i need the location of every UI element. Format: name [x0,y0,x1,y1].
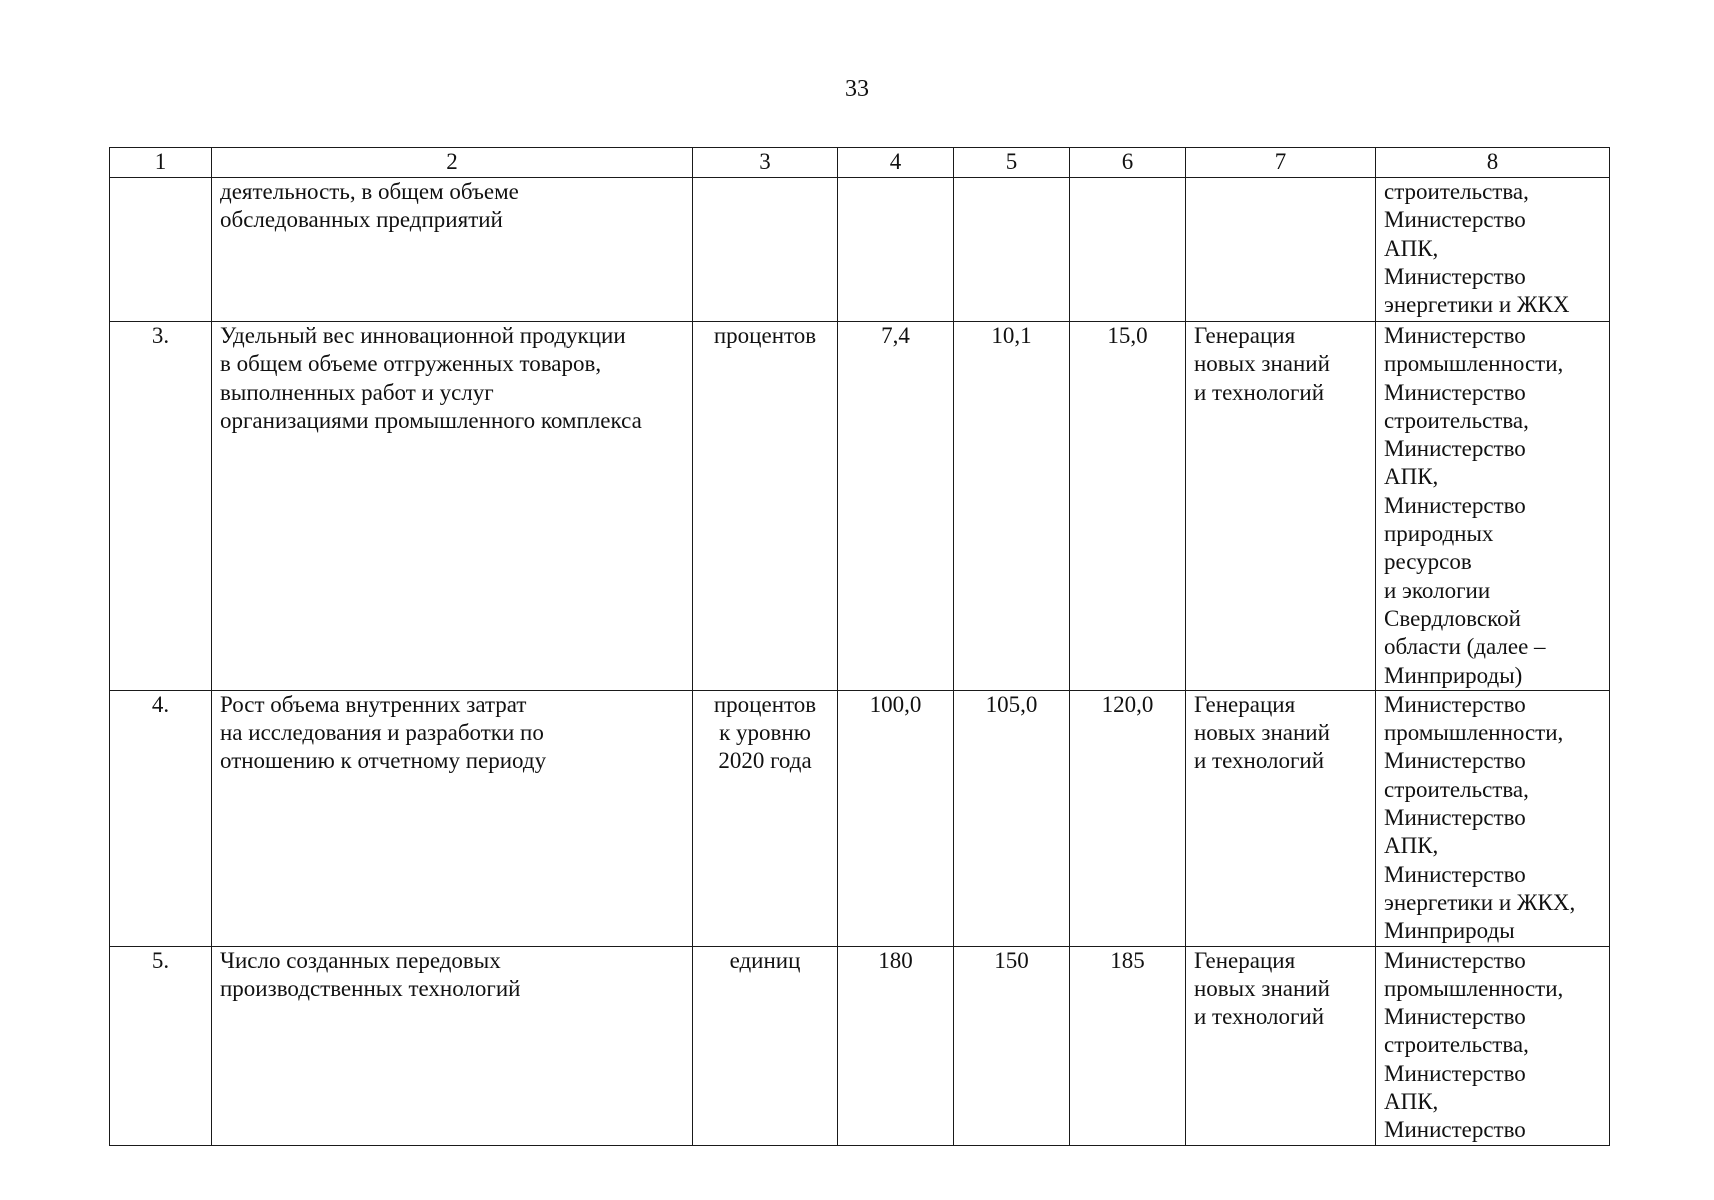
indicator-line: Число созданных передовых [220,947,501,973]
row-number [110,178,212,322]
responsible-line: АПК, [1384,464,1439,490]
indicator-name [212,946,693,1145]
unit [693,690,838,946]
task-line: новых знаний [1194,720,1330,746]
task [1186,946,1376,1145]
responsible-line: Министерство [1384,1117,1526,1143]
responsible-line: промышленности, [1384,975,1564,1001]
page-number: 33 [845,76,869,102]
indicator-line: производственных технологий [220,975,521,1001]
indicators-table [109,147,1610,1146]
column-number-row [110,148,1610,178]
unit-line: процентов [713,323,817,348]
task-line: Генерация [1194,947,1296,973]
task-line: и технологий [1194,379,1325,405]
indicator-line: выполненных работ и услуг [220,379,494,405]
responsible-line: природных [1384,521,1494,547]
responsible-line: АПК, [1384,833,1439,859]
column-number-5: 5 [954,148,1070,178]
responsible-line: Министерство [1384,436,1526,462]
responsible-line: АПК, [1384,1089,1439,1115]
responsible-line: строительства, [1384,179,1529,204]
indicator-line: деятельность, в общем объеме [220,179,519,204]
indicator-line: обследованных предприятий [220,207,503,233]
responsible-line: АПК, [1384,235,1439,261]
responsible-line: Минприроды [1384,918,1515,944]
value-col-6: 185 [1070,946,1186,1145]
responsible-line: строительства, [1384,407,1529,433]
value-col-6: 15,0 [1070,322,1186,691]
responsible-line: и экологии [1384,577,1491,603]
indicator-line: отношению к отчетному периоду [220,748,547,774]
indicator-line: организациями промышленного комплекса [220,407,642,433]
responsible-line: промышленности, [1384,351,1564,377]
table-row-3 [110,322,1610,691]
task [1186,690,1376,946]
value-col-6: 120,0 [1070,690,1186,946]
responsible-line: Минприроды) [1384,662,1523,688]
indicator-line: на исследования и разработки по [220,720,544,746]
column-number-7: 7 [1186,148,1376,178]
responsible-line: Министерство [1384,323,1526,348]
indicator-line: Удельный вес инновационной продукции [220,323,626,348]
column-number-2: 2 [212,148,693,178]
indicator-name [212,322,693,691]
table-row-continuation [110,178,1610,322]
responsible-line: области (далее – [1384,634,1546,660]
unit [693,946,838,1145]
row-number: 5. [110,946,212,1145]
unit-line: к уровню [719,720,811,746]
task-line: новых знаний [1194,351,1330,377]
value-col-5 [954,178,1070,322]
responsible [1376,322,1610,691]
responsible-line: Министерство [1384,207,1526,233]
responsible [1376,690,1610,946]
table-row-4 [110,690,1610,946]
task-line: новых знаний [1194,975,1330,1001]
value-col-4: 180 [838,946,954,1145]
responsible [1376,178,1610,322]
indicator-line: Рост объема внутренних затрат [220,691,527,717]
responsible-line: Министерство [1384,691,1526,717]
value-col-4 [838,178,954,322]
responsible-line: Министерство [1384,805,1526,831]
unit [693,178,838,322]
unit-line: процентов [713,691,817,717]
value-col-6 [1070,178,1186,322]
responsible-line: Министерство [1384,947,1526,973]
unit-line: единиц [729,947,801,973]
indicator-line: в общем объеме отгруженных товаров, [220,351,602,377]
value-col-4: 100,0 [838,690,954,946]
task-line: Генерация [1194,323,1296,348]
responsible-line: энергетики и ЖКХ, [1384,889,1576,915]
column-number-6: 6 [1070,148,1186,178]
responsible-line: Министерство [1384,379,1526,405]
responsible-line: ресурсов [1384,549,1472,575]
indicator-name [212,178,693,322]
indicator-name [212,690,693,946]
column-number-1: 1 [110,148,212,178]
responsible-line: Министерство [1384,263,1526,289]
responsible-line: Министерство [1384,1004,1526,1030]
value-col-5: 150 [954,946,1070,1145]
row-number: 3. [110,322,212,691]
value-col-5: 10,1 [954,322,1070,691]
task-line: Генерация [1194,691,1296,717]
row-number: 4. [110,690,212,946]
column-number-8: 8 [1376,148,1610,178]
unit [693,322,838,691]
task [1186,178,1376,322]
value-col-4: 7,4 [838,322,954,691]
table-row-5 [110,946,1610,1145]
column-number-3: 3 [693,148,838,178]
responsible-line: строительства, [1384,776,1529,802]
task-line: и технологий [1194,1004,1325,1030]
unit-line: 2020 года [718,748,812,774]
task-line: и технологий [1194,748,1325,774]
responsible-line: промышленности, [1384,720,1564,746]
value-col-5: 105,0 [954,690,1070,946]
responsible-line: Свердловской [1384,605,1521,631]
column-number-4: 4 [838,148,954,178]
responsible-line: строительства, [1384,1032,1529,1058]
responsible [1376,946,1610,1145]
responsible-line: Министерство [1384,861,1526,887]
responsible-line: Министерство [1384,748,1526,774]
responsible-line: энергетики и ЖКХ [1384,292,1570,318]
responsible-line: Министерство [1384,492,1526,518]
responsible-line: Министерство [1384,1060,1526,1086]
task [1186,322,1376,691]
